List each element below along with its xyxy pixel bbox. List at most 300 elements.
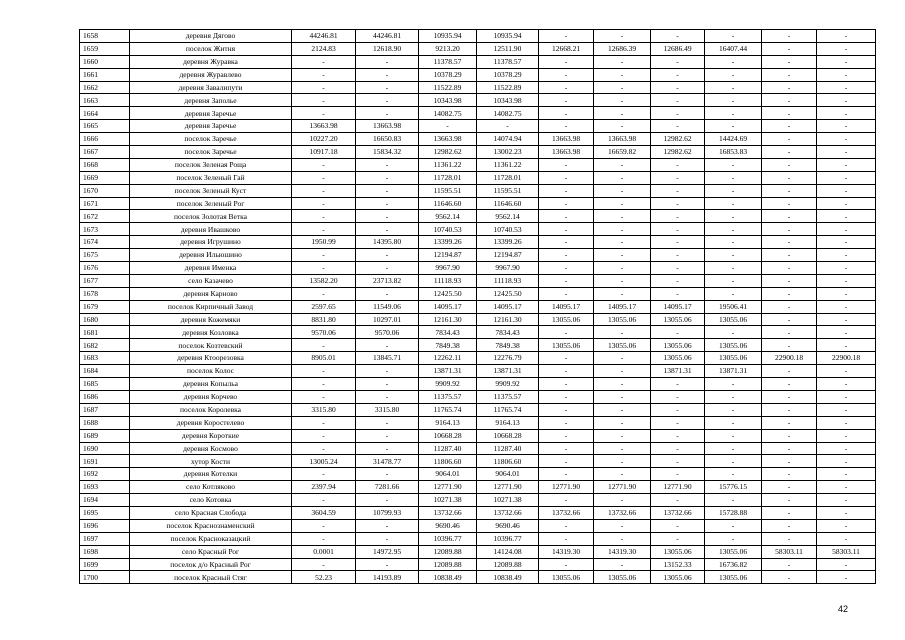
value-col-8-cell: 13055.06 xyxy=(705,339,762,352)
value-col-5-cell: - xyxy=(539,455,594,468)
value-col-3-cell: 9967.90 xyxy=(419,262,477,275)
row-number-cell: 1663 xyxy=(80,94,130,107)
value-col-10-cell: - xyxy=(817,481,876,494)
value-col-9-cell: - xyxy=(762,68,817,81)
settlement-name-cell: деревня Коростелево xyxy=(130,416,292,429)
value-col-1-cell: - xyxy=(292,94,356,107)
value-col-6-cell: - xyxy=(594,378,651,391)
value-col-4-cell: - xyxy=(477,120,539,133)
value-col-10-cell: - xyxy=(817,107,876,120)
value-col-9-cell: - xyxy=(762,481,817,494)
settlement-name-cell: село Красная Слобода xyxy=(130,506,292,519)
value-col-7-cell: - xyxy=(651,442,705,455)
row-number-cell: 1684 xyxy=(80,365,130,378)
value-col-5-cell: - xyxy=(539,352,594,365)
value-col-4-cell: 14082.75 xyxy=(477,107,539,120)
value-col-8-cell: - xyxy=(705,532,762,545)
value-col-5-cell: - xyxy=(539,390,594,403)
value-col-6-cell: - xyxy=(594,107,651,120)
row-number-cell: 1670 xyxy=(80,184,130,197)
table-row xyxy=(80,365,876,378)
value-col-7-cell: - xyxy=(651,81,705,94)
settlement-name-cell: поселок Зеленый Рог xyxy=(130,197,292,210)
value-col-5-cell: - xyxy=(539,197,594,210)
value-col-7-cell: - xyxy=(651,429,705,442)
value-col-1-cell: - xyxy=(292,223,356,236)
value-col-8-cell: 14424.69 xyxy=(705,133,762,146)
value-col-9-cell: - xyxy=(762,184,817,197)
value-col-1-cell: 3604.59 xyxy=(292,506,356,519)
value-col-10-cell: - xyxy=(817,378,876,391)
value-col-8-cell: 19506.41 xyxy=(705,300,762,313)
value-col-3-cell: 13399.26 xyxy=(419,236,477,249)
table-row xyxy=(80,81,876,94)
settlement-name-cell: поселок Житня xyxy=(130,42,292,55)
value-col-6-cell: - xyxy=(594,184,651,197)
value-col-5-cell: 14319.30 xyxy=(539,545,594,558)
value-col-6-cell: - xyxy=(594,158,651,171)
value-col-7-cell: - xyxy=(651,390,705,403)
value-col-4-cell: 11646.60 xyxy=(477,197,539,210)
value-col-9-cell: - xyxy=(762,210,817,223)
table-row xyxy=(80,107,876,120)
table-row xyxy=(80,378,876,391)
value-col-2-cell: 15834.32 xyxy=(356,146,419,159)
value-col-10-cell: - xyxy=(817,365,876,378)
table-row xyxy=(80,42,876,55)
value-col-1-cell: 3315.80 xyxy=(292,403,356,416)
value-col-5-cell: 13732.66 xyxy=(539,506,594,519)
table-row xyxy=(80,30,876,43)
table-row xyxy=(80,171,876,184)
value-col-6-cell: - xyxy=(594,287,651,300)
value-col-7-cell: - xyxy=(651,94,705,107)
value-col-4-cell: 13871.31 xyxy=(477,365,539,378)
value-col-6-cell: - xyxy=(594,352,651,365)
value-col-6-cell: - xyxy=(594,365,651,378)
value-col-1-cell: - xyxy=(292,197,356,210)
row-number-cell: 1685 xyxy=(80,378,130,391)
value-col-8-cell: - xyxy=(705,262,762,275)
value-col-1-cell: 1950.99 xyxy=(292,236,356,249)
value-col-8-cell: - xyxy=(705,197,762,210)
row-number-cell: 1666 xyxy=(80,133,130,146)
value-col-6-cell: 13055.06 xyxy=(594,571,651,584)
value-col-4-cell: 12276.79 xyxy=(477,352,539,365)
value-col-3-cell: 9064.01 xyxy=(419,468,477,481)
settlement-name-cell: деревня Журавка xyxy=(130,55,292,68)
value-col-9-cell: - xyxy=(762,403,817,416)
settlement-name-cell: поселок Кирпичный Завод xyxy=(130,300,292,313)
value-col-4-cell: 11806.60 xyxy=(477,455,539,468)
table-row xyxy=(80,236,876,249)
value-col-8-cell: - xyxy=(705,94,762,107)
value-col-6-cell: - xyxy=(594,274,651,287)
value-col-2-cell: - xyxy=(356,442,419,455)
page-number: 42 xyxy=(838,604,849,614)
value-col-8-cell: - xyxy=(705,455,762,468)
value-col-9-cell: - xyxy=(762,416,817,429)
value-col-6-cell: - xyxy=(594,210,651,223)
value-col-2-cell: 3315.80 xyxy=(356,403,419,416)
value-col-3-cell: 11522.89 xyxy=(419,81,477,94)
value-col-10-cell: - xyxy=(817,416,876,429)
value-col-9-cell: - xyxy=(762,30,817,43)
value-col-7-cell: 12686.49 xyxy=(651,42,705,55)
table-row xyxy=(80,558,876,571)
value-col-3-cell: 9213.20 xyxy=(419,42,477,55)
value-col-9-cell: 58303.11 xyxy=(762,545,817,558)
row-number-cell: 1664 xyxy=(80,107,130,120)
value-col-10-cell: - xyxy=(817,158,876,171)
value-col-5-cell: - xyxy=(539,365,594,378)
value-col-7-cell: - xyxy=(651,519,705,532)
value-col-10-cell: - xyxy=(817,146,876,159)
value-col-4-cell: 10740.53 xyxy=(477,223,539,236)
table-row xyxy=(80,390,876,403)
row-number-cell: 1673 xyxy=(80,223,130,236)
settlement-name-cell: деревня Карново xyxy=(130,287,292,300)
value-col-4-cell: 10343.98 xyxy=(477,94,539,107)
value-col-2-cell: 16650.83 xyxy=(356,133,419,146)
value-col-9-cell: - xyxy=(762,197,817,210)
value-col-8-cell: - xyxy=(705,274,762,287)
value-col-1-cell: - xyxy=(292,55,356,68)
row-number-cell: 1687 xyxy=(80,403,130,416)
value-col-8-cell: - xyxy=(705,120,762,133)
value-col-5-cell: - xyxy=(539,326,594,339)
value-col-2-cell: 14395.80 xyxy=(356,236,419,249)
value-col-6-cell: - xyxy=(594,429,651,442)
value-col-9-cell: - xyxy=(762,223,817,236)
value-col-2-cell: 9570.06 xyxy=(356,326,419,339)
row-number-cell: 1682 xyxy=(80,339,130,352)
value-col-8-cell: - xyxy=(705,468,762,481)
value-col-9-cell: - xyxy=(762,120,817,133)
value-col-3-cell: 11375.57 xyxy=(419,390,477,403)
value-col-9-cell: - xyxy=(762,506,817,519)
value-col-2-cell: - xyxy=(356,158,419,171)
value-col-2-cell: - xyxy=(356,390,419,403)
row-number-cell: 1689 xyxy=(80,429,130,442)
table-body xyxy=(80,30,876,584)
value-col-8-cell: 16407.44 xyxy=(705,42,762,55)
table-row xyxy=(80,197,876,210)
value-col-1-cell: - xyxy=(292,184,356,197)
settlement-name-cell: деревня Заполье xyxy=(130,94,292,107)
value-col-2-cell: 14972.95 xyxy=(356,545,419,558)
row-number-cell: 1699 xyxy=(80,558,130,571)
value-col-8-cell: 16736.82 xyxy=(705,558,762,571)
value-col-9-cell: - xyxy=(762,81,817,94)
value-col-10-cell: - xyxy=(817,326,876,339)
value-col-8-cell: - xyxy=(705,287,762,300)
value-col-2-cell: - xyxy=(356,55,419,68)
value-col-1-cell: 8905.01 xyxy=(292,352,356,365)
value-col-1-cell: - xyxy=(292,519,356,532)
value-col-10-cell: - xyxy=(817,571,876,584)
value-col-8-cell: 13871.31 xyxy=(705,365,762,378)
row-number-cell: 1695 xyxy=(80,506,130,519)
value-col-1-cell: - xyxy=(292,81,356,94)
value-col-2-cell: - xyxy=(356,287,419,300)
value-col-4-cell: 14124.08 xyxy=(477,545,539,558)
value-col-1-cell: - xyxy=(292,416,356,429)
row-number-cell: 1679 xyxy=(80,300,130,313)
value-col-1-cell: - xyxy=(292,442,356,455)
value-col-10-cell: - xyxy=(817,81,876,94)
value-col-2-cell: 31478.77 xyxy=(356,455,419,468)
settlement-name-cell: деревня Ктоорезовка xyxy=(130,352,292,365)
value-col-6-cell: - xyxy=(594,455,651,468)
value-col-2-cell: - xyxy=(356,223,419,236)
value-col-10-cell: - xyxy=(817,210,876,223)
value-col-3-cell: 13663.98 xyxy=(419,133,477,146)
value-col-3-cell: 13732.66 xyxy=(419,506,477,519)
row-number-cell: 1688 xyxy=(80,416,130,429)
row-number-cell: 1672 xyxy=(80,210,130,223)
settlement-name-cell: деревня Завалипути xyxy=(130,81,292,94)
value-col-2-cell: 10297.01 xyxy=(356,313,419,326)
value-col-1-cell: 10917.18 xyxy=(292,146,356,159)
value-col-9-cell: - xyxy=(762,326,817,339)
value-col-2-cell: - xyxy=(356,197,419,210)
value-col-7-cell: - xyxy=(651,287,705,300)
value-col-10-cell: - xyxy=(817,42,876,55)
value-col-2-cell: 14193.89 xyxy=(356,571,419,584)
value-col-2-cell: - xyxy=(356,468,419,481)
settlement-name-cell: поселок Козтевский xyxy=(130,339,292,352)
value-col-4-cell: 10838.49 xyxy=(477,571,539,584)
value-col-2-cell: - xyxy=(356,210,419,223)
value-col-4-cell: 12089.88 xyxy=(477,558,539,571)
value-col-9-cell: - xyxy=(762,339,817,352)
value-col-2-cell: - xyxy=(356,519,419,532)
value-col-6-cell: - xyxy=(594,81,651,94)
value-col-9-cell: - xyxy=(762,133,817,146)
settlement-name-cell: поселок Зеленый Куст xyxy=(130,184,292,197)
value-col-6-cell: - xyxy=(594,416,651,429)
value-col-9-cell: - xyxy=(762,55,817,68)
value-col-1-cell: - xyxy=(292,262,356,275)
value-col-8-cell: - xyxy=(705,171,762,184)
value-col-7-cell: 13055.06 xyxy=(651,545,705,558)
value-col-4-cell: 7849.38 xyxy=(477,339,539,352)
value-col-7-cell: - xyxy=(651,107,705,120)
table-row xyxy=(80,532,876,545)
value-col-9-cell: - xyxy=(762,94,817,107)
value-col-6-cell: - xyxy=(594,468,651,481)
value-col-5-cell: - xyxy=(539,30,594,43)
settlement-name-cell: хутор Кости xyxy=(130,455,292,468)
value-col-10-cell: - xyxy=(817,262,876,275)
row-number-cell: 1665 xyxy=(80,120,130,133)
value-col-10-cell: - xyxy=(817,494,876,507)
value-col-10-cell: - xyxy=(817,506,876,519)
value-col-5-cell: - xyxy=(539,494,594,507)
value-col-1-cell: 13663.98 xyxy=(292,120,356,133)
settlement-name-cell: деревня Именка xyxy=(130,262,292,275)
value-col-3-cell: 14095.17 xyxy=(419,300,477,313)
value-col-6-cell: - xyxy=(594,120,651,133)
value-col-7-cell: - xyxy=(651,68,705,81)
value-col-1-cell: - xyxy=(292,365,356,378)
value-col-4-cell: 11595.51 xyxy=(477,184,539,197)
value-col-8-cell: 16853.83 xyxy=(705,146,762,159)
value-col-5-cell: - xyxy=(539,403,594,416)
row-number-cell: 1690 xyxy=(80,442,130,455)
row-number-cell: 1667 xyxy=(80,146,130,159)
table-row xyxy=(80,506,876,519)
value-col-1-cell: - xyxy=(292,287,356,300)
value-col-6-cell: - xyxy=(594,30,651,43)
value-col-3-cell: 14082.75 xyxy=(419,107,477,120)
value-col-2-cell: 7281.66 xyxy=(356,481,419,494)
value-col-2-cell: - xyxy=(356,365,419,378)
value-col-3-cell: 7849.38 xyxy=(419,339,477,352)
settlement-name-cell: деревня Игрушино xyxy=(130,236,292,249)
value-col-1-cell: 10227.20 xyxy=(292,133,356,146)
value-col-8-cell: - xyxy=(705,378,762,391)
value-col-3-cell: 7834.43 xyxy=(419,326,477,339)
value-col-4-cell: 13732.66 xyxy=(477,506,539,519)
value-col-1-cell: 44246.81 xyxy=(292,30,356,43)
table-row xyxy=(80,313,876,326)
table-row xyxy=(80,339,876,352)
value-col-10-cell: - xyxy=(817,30,876,43)
value-col-9-cell: - xyxy=(762,262,817,275)
table-row xyxy=(80,442,876,455)
value-col-9-cell: - xyxy=(762,558,817,571)
table-row xyxy=(80,326,876,339)
value-col-3-cell: 10396.77 xyxy=(419,532,477,545)
settlement-name-cell: поселок Красный Стяг xyxy=(130,571,292,584)
value-col-10-cell: - xyxy=(817,455,876,468)
value-col-1-cell: - xyxy=(292,390,356,403)
value-col-9-cell: - xyxy=(762,287,817,300)
value-col-9-cell: - xyxy=(762,455,817,468)
value-col-9-cell: - xyxy=(762,468,817,481)
value-col-3-cell: 12982.62 xyxy=(419,146,477,159)
row-number-cell: 1694 xyxy=(80,494,130,507)
table-row xyxy=(80,262,876,275)
settlement-name-cell: поселок Колос xyxy=(130,365,292,378)
table-row xyxy=(80,94,876,107)
value-col-3-cell: 9562.14 xyxy=(419,210,477,223)
value-col-10-cell: - xyxy=(817,197,876,210)
value-col-9-cell: - xyxy=(762,390,817,403)
value-col-7-cell: - xyxy=(651,455,705,468)
value-col-2-cell: - xyxy=(356,171,419,184)
value-col-4-cell: 12511.90 xyxy=(477,42,539,55)
value-col-7-cell: 13152.33 xyxy=(651,558,705,571)
row-number-cell: 1697 xyxy=(80,532,130,545)
value-col-8-cell: - xyxy=(705,442,762,455)
value-col-7-cell: 13732.66 xyxy=(651,506,705,519)
row-number-cell: 1662 xyxy=(80,81,130,94)
value-col-10-cell: - xyxy=(817,55,876,68)
value-col-5-cell: - xyxy=(539,429,594,442)
value-col-6-cell: 12771.90 xyxy=(594,481,651,494)
value-col-7-cell: 13055.06 xyxy=(651,313,705,326)
value-col-1-cell: - xyxy=(292,107,356,120)
value-col-5-cell: 13055.06 xyxy=(539,571,594,584)
settlement-name-cell: поселок Красноказацкий xyxy=(130,532,292,545)
value-col-5-cell: - xyxy=(539,378,594,391)
value-col-3-cell: - xyxy=(419,120,477,133)
settlement-name-cell: деревня Козловка xyxy=(130,326,292,339)
value-col-7-cell: - xyxy=(651,468,705,481)
value-col-7-cell: - xyxy=(651,210,705,223)
value-col-8-cell: - xyxy=(705,223,762,236)
value-col-10-cell: - xyxy=(817,120,876,133)
value-col-6-cell: - xyxy=(594,236,651,249)
value-col-4-cell: 9562.14 xyxy=(477,210,539,223)
row-number-cell: 1675 xyxy=(80,249,130,262)
row-number-cell: 1661 xyxy=(80,68,130,81)
value-col-8-cell: - xyxy=(705,519,762,532)
settlement-name-cell: деревня Короткие xyxy=(130,429,292,442)
value-col-6-cell: - xyxy=(594,55,651,68)
value-col-4-cell: 9967.90 xyxy=(477,262,539,275)
settlement-name-cell: село Котовка xyxy=(130,494,292,507)
value-col-4-cell: 11728.01 xyxy=(477,171,539,184)
table-row xyxy=(80,416,876,429)
value-col-9-cell: - xyxy=(762,158,817,171)
value-col-9-cell: - xyxy=(762,42,817,55)
value-col-5-cell: - xyxy=(539,184,594,197)
value-col-10-cell: - xyxy=(817,223,876,236)
value-col-10-cell: - xyxy=(817,339,876,352)
value-col-7-cell: - xyxy=(651,532,705,545)
settlement-tariff-table xyxy=(79,29,876,584)
value-col-3-cell: 10935.94 xyxy=(419,30,477,43)
value-col-10-cell: 58303.11 xyxy=(817,545,876,558)
value-col-10-cell: - xyxy=(817,249,876,262)
row-number-cell: 1698 xyxy=(80,545,130,558)
value-col-9-cell: - xyxy=(762,171,817,184)
value-col-8-cell: 13055.06 xyxy=(705,545,762,558)
value-col-10-cell: - xyxy=(817,287,876,300)
value-col-7-cell: - xyxy=(651,494,705,507)
value-col-8-cell: - xyxy=(705,429,762,442)
settlement-name-cell: деревня Дягово xyxy=(130,30,292,43)
value-col-3-cell: 12771.90 xyxy=(419,481,477,494)
value-col-8-cell: - xyxy=(705,68,762,81)
value-col-3-cell: 10378.29 xyxy=(419,68,477,81)
value-col-3-cell: 12089.88 xyxy=(419,545,477,558)
table-row xyxy=(80,571,876,584)
value-col-8-cell: - xyxy=(705,494,762,507)
value-col-8-cell: 15728.88 xyxy=(705,506,762,519)
settlement-name-cell: деревня Заречье xyxy=(130,107,292,120)
row-number-cell: 1671 xyxy=(80,197,130,210)
value-col-5-cell: - xyxy=(539,120,594,133)
value-col-7-cell: 13055.06 xyxy=(651,571,705,584)
value-col-7-cell: 13055.06 xyxy=(651,352,705,365)
table-row xyxy=(80,481,876,494)
value-col-5-cell: - xyxy=(539,107,594,120)
value-col-1-cell: - xyxy=(292,532,356,545)
value-col-9-cell: - xyxy=(762,274,817,287)
settlement-name-cell: поселок Зеленый Гай xyxy=(130,171,292,184)
table-row xyxy=(80,455,876,468)
value-col-2-cell: - xyxy=(356,429,419,442)
value-col-3-cell: 11806.60 xyxy=(419,455,477,468)
value-col-4-cell: 13399.26 xyxy=(477,236,539,249)
settlement-name-cell: деревня Ивашково xyxy=(130,223,292,236)
row-number-cell: 1658 xyxy=(80,30,130,43)
